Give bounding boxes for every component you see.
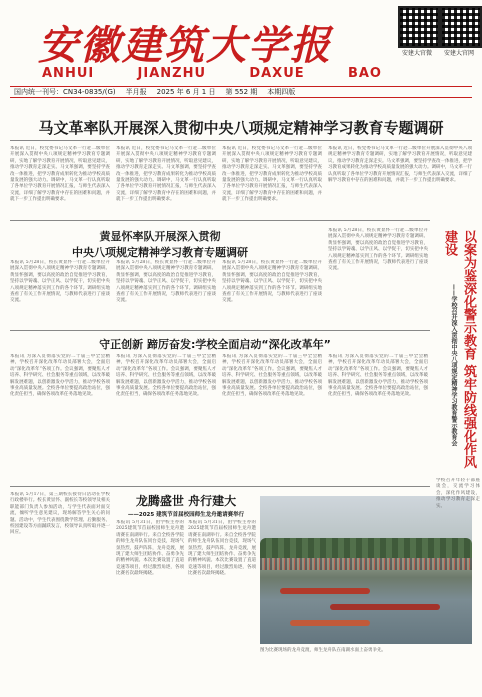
pinyin-word: JIANZHU	[137, 66, 207, 81]
photo-caption: 图为比赛现场的龙舟竞渡，师生龙舟队在南湖水面上奋勇争先。	[260, 648, 386, 653]
lead-body-col: 本报讯 近日，校党委书记马文革一行赴二级单位开展深入贯彻中央八项规定精神学习教育专题调研，实地了解学习教育开展情况，听取意见建议，推动学习教育走深走实。马文革强调，要坚持学查改一体推进，把学习教育成果转化为推动学校高质量发展的强大动力。调研中，马文革一行认真听取了各单位学习教育开展情况汇报，与师生代表深入交流，详细了解学习教育中存在的困难和问题，并就下一步工作提出明确要求。	[116, 146, 216, 203]
divider	[10, 140, 472, 141]
article4-headline: 龙腾盛世 舟行建大	[135, 494, 237, 508]
issue-info-bar	[10, 86, 472, 98]
qr-label: 安建大官网	[443, 50, 474, 57]
article3-headline: 守正创新 蹄厉奋发:学校全面启动“深化改革年”	[99, 338, 331, 351]
frequency-text: 半月报	[125, 88, 147, 96]
divider	[10, 486, 430, 487]
date-text: 2025 年 6 月 1 日	[156, 88, 216, 96]
pinyin-word: BAO	[347, 66, 382, 81]
masthead	[0, 0, 482, 100]
article4-body: 本报讯 5月31日，由学校主办的2025建筑节首届校园师生龙舟邀请赛在南湖举行。来自全校各学院的师生龙舟队伍同台竞技，现场气氛热烈，鼓声阵阵，龙舟竞渡，展现了建大师生团结协作、奋勇争先的精神风貌。本次比赛设置了直道竞速等项目，经过激烈角逐，各项比赛名次最终揭晓。	[116, 520, 184, 577]
photo-boat	[290, 620, 370, 626]
lead-body-col: 本报讯 近日，校党委书记马文革一行赴二级单位开展深入贯彻中央八项规定精神学习教育专题调研，实地了解学习教育开展情况，听取意见建议，推动学习教育走深走实。马文革强调，要坚持学查改一体推进，把学习教育成果转化为推动学校高质量发展的强大动力。调研中，马文革一行认真听取了各单位学习教育开展情况汇报，与师生代表深入交流，详细了解学习教育中存在的困难和问题，并就下一步工作提出明确要求。	[328, 146, 472, 184]
article4-subhead: ——2025 建筑节首届校园师生龙舟邀请赛举行	[127, 512, 245, 518]
divider	[10, 330, 430, 331]
issue-number: 第 552 期	[225, 88, 258, 96]
article3-body: 本报讯 为深入贯彻落实党的二十届三中全会精神，学校召开深化改革年动员部署大会，全面启动“深化改革年”各项工作。会议强调，要聚焦人才培养、科学研究、社会服务等重点领域，以改革破解发展难题，以创新激发办学活力，推动学校各项事业高质量发展。全校各单位要提高政治站位，强化责任担当，确保各项改革任务落地见效。	[328, 354, 428, 398]
article2-headline-2: 中央八项规定精神学习教育专题调研	[72, 246, 248, 259]
lead-body-col: 本报讯 近日，校党委书记马文革一行赴二级单位开展深入贯彻中央八项规定精神学习教育专题调研，实地了解学习教育开展情况，听取意见建议，推动学习教育走深走实。马文革强调，要坚持学查改一体推进，把学习教育成果转化为推动学校高质量发展的强大动力。调研中，马文革一行认真听取了各单位学习教育开展情况汇报，与师生代表深入交流，详细了解学习教育中存在的困难和问题，并就下一步工作提出明确要求。	[222, 146, 322, 203]
divider	[10, 220, 430, 221]
qr-code-icon	[398, 6, 440, 48]
article2-body: 本报讯 5月28日，校长黄显怀一行赴二级单位开展深入贯彻中央八项规定精神学习教育专题调研。黄显怀强调，要以高度的政治自觉推进学习教育，坚持以学铸魂、以学正风、以学促干，切实把中央八项规定精神落实到工作的各个环节。调研组实地查看了有关工作开展情况，与教师代表进行了座谈交流。	[10, 260, 110, 304]
pinyin-word: ANHUI	[42, 66, 95, 81]
newspaper-title: 安徽建筑大学报	[38, 22, 332, 69]
vertical-headline	[436, 224, 480, 474]
photo-boat	[330, 604, 440, 610]
issn-text: 国内统一刊号：CN34-0835/(G)	[14, 88, 116, 96]
article2-body: 本报讯 5月28日，校长黄显怀一行赴二级单位开展深入贯彻中央八项规定精神学习教育专题调研。黄显怀强调，要以高度的政治自觉推进学习教育，坚持以学铸魂、以学正风、以学促干，切实把中央八项规定精神落实到工作的各个环节。调研组实地查看了有关工作开展情况，与教师代表进行了座谈交流。	[328, 228, 428, 272]
right-strip-article: 学校召开年轻干部座谈会，交流学习体会，深化作风建设，推动学习教育走深走实。	[436, 478, 480, 509]
page-count: 本期四版	[267, 88, 296, 96]
lead-headline: 马文革率队开展深入贯彻中央八项规定精神学习教育专题调研	[38, 119, 444, 137]
article2-body: 本报讯 5月28日，校长黄显怀一行赴二级单位开展深入贯彻中央八项规定精神学习教育专题调研。黄显怀强调，要以高度的政治自觉推进学习教育，坚持以学铸魂、以学正风、以学促干，切实把中央八项规定精神落实到工作的各个环节。调研组实地查看了有关工作开展情况，与教师代表进行了座谈交流。	[116, 260, 216, 304]
article3-body: 本报讯 为深入贯彻落实党的二十届三中全会精神，学校召开深化改革年动员部署大会，全面启动“深化改革年”各项工作。会议强调，要聚焦人才培养、科学研究、社会服务等重点领域，以改革破解发展难题，以创新激发办学活力，推动学校各项事业高质量发展。全校各单位要提高政治站位，强化责任担当，确保各项改革任务落地见效。	[222, 354, 322, 398]
newspaper-pinyin	[42, 66, 382, 81]
qr-code-icon	[440, 6, 482, 48]
article3-body: 本报讯 为深入贯彻落实党的二十届三中全会精神，学校召开深化改革年动员部署大会，全面启动“深化改革年”各项工作。会议强调，要聚焦人才培养、科学研究、社会服务等重点领域，以改革破解发展难题，以创新激发办学活力，推动学校各项事业高质量发展。全校各单位要提高政治站位，强化责任担当，确保各项改革任务落地见效。	[116, 354, 216, 398]
photo-boat	[280, 588, 370, 594]
article4-body: 本报讯 5月31日，由学校主办的2025建筑节首届校园师生龙舟邀请赛在南湖举行。来自全校各学院的师生龙舟队伍同台竞技，现场气氛热烈，鼓声阵阵，龙舟竞渡，展现了建大师生团结协作、奋勇争先的精神风貌。本次比赛设置了直道竞速等项目，经过激烈角逐，各项比赛名次最终揭晓。	[188, 520, 256, 577]
article2-body: 本报讯 5月28日，校长黄显怀一行赴二级单位开展深入贯彻中央八项规定精神学习教育专题调研。黄显怀强调，要以高度的政治自觉推进学习教育，坚持以学铸魂、以学正风、以学促干，切实把中央八项规定精神落实到工作的各个环节。调研组实地查看了有关工作开展情况，与教师代表进行了座谈交流。	[222, 260, 322, 304]
pinyin-word: DAXUE	[249, 66, 305, 81]
article2-headline-1: 黄显怀率队开展深入贯彻	[99, 230, 221, 243]
vertical-headline-main: 以案为鉴深化警示教育 筑牢防线强化作风建设	[442, 230, 476, 469]
vertical-headline-sub: ——学校召开深入贯彻中央八项规定精神学习教育警示教育会	[450, 284, 457, 446]
lead-body-col: 本报讯 近日，校党委书记马文革一行赴二级单位开展深入贯彻中央八项规定精神学习教育专题调研，实地了解学习教育开展情况，听取意见建议，推动学习教育走深走实。马文革强调，要坚持学查改一体推进，把学习教育成果转化为推动学校高质量发展的强大动力。调研中，马文革一行认真听取了各单位学习教育开展情况汇报，与师生代表深入交流，详细了解学习教育中存在的困难和问题，并就下一步工作提出明确要求。	[10, 146, 110, 203]
article3-body: 本报讯 为深入贯彻落实党的二十届三中全会精神，学校召开深化改革年动员部署大会，全面启动“深化改革年”各项工作。会议强调，要聚焦人才培养、科学研究、社会服务等重点领域，以改革破解发展难题，以创新激发办学活力，推动学校各项事业高质量发展。全校各单位要提高政治站位，强化责任担当，确保各项改革任务落地见效。	[10, 354, 110, 398]
qr-label: 安建大官微	[401, 50, 432, 57]
left-column-article: 本报讯 5月17日，第三期校长接待日活动在学校行政楼举行。校长黄显怀、副校长等校领导及相关职能部门负责人参加活动，与学生代表面对面交流，倾听学生意见建议，现场解答学生关心的问题。活动中，学生代表围绕教学管理、后勤服务、校园建设等方面踊跃发言，校领导认真听取并逐一回应。	[10, 492, 110, 536]
